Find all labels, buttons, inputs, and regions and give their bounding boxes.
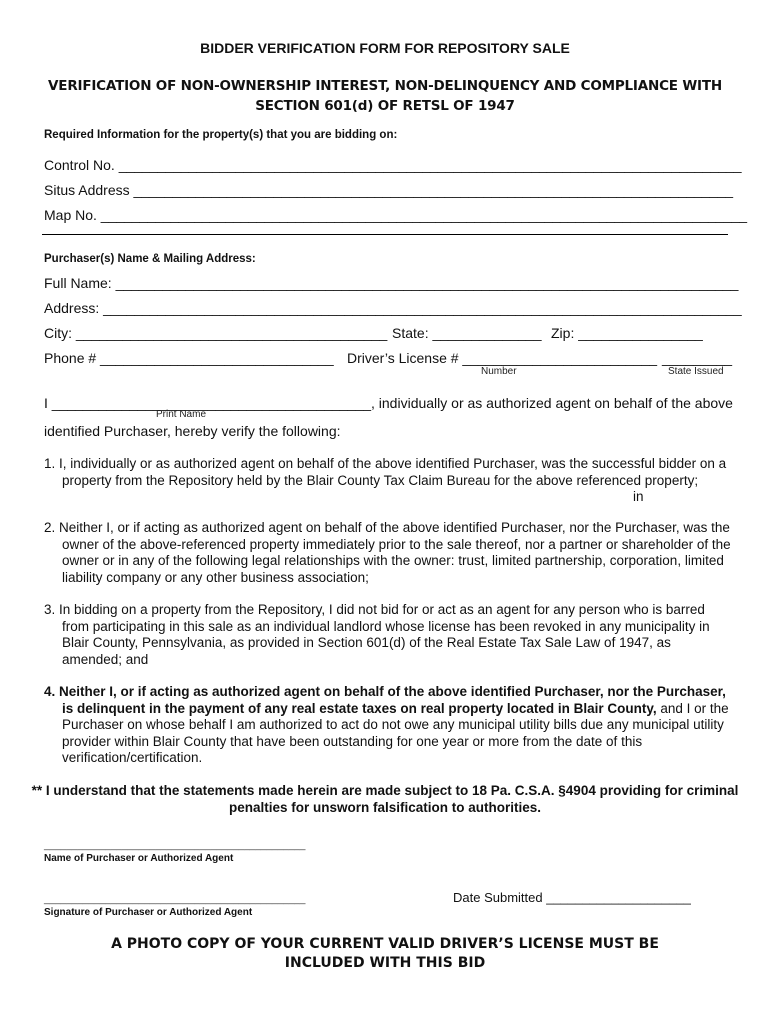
name-of-purchaser-label: Name of Purchaser or Authorized Agent xyxy=(44,853,234,864)
form-subtitle xyxy=(0,76,770,116)
section-divider xyxy=(42,234,728,235)
verify-name-line[interactable]: I _________________________________________, individually or as authorized agent on behalf of the above xyxy=(44,395,733,411)
full-name-field[interactable]: Full Name: ________________________________________________________________________________ xyxy=(44,275,739,291)
zip-field[interactable]: Zip: ________________ xyxy=(551,325,703,341)
name-signature-line[interactable]: _______________________________________________ xyxy=(44,840,306,851)
map-no-field[interactable]: Map No. ___________________________________________________________________________________ xyxy=(44,207,748,223)
item-2 xyxy=(44,520,734,586)
city-field[interactable]: City: ________________________________________ xyxy=(44,325,388,341)
item-1-text: 1. I, individually or as authorized agent on behalf of the above identified Purchaser, was the successful bidder on a property from the Repository held by the Blair County Tax Claim Bureau for the above referenced property; xyxy=(44,456,727,488)
footer-line-2: INCLUDED WITH THIS BID xyxy=(284,955,486,971)
license-copy-notice xyxy=(0,935,770,973)
item-4-text xyxy=(44,684,734,767)
footer-line-1: A PHOTO COPY OF YOUR CURRENT VALID DRIVER’S LICENSE MUST BE xyxy=(111,936,659,952)
drivers-license-field[interactable]: Driver’s License # _________________________ xyxy=(347,350,658,366)
required-info-heading: Required Information for the property(s) that you are bidding on: xyxy=(44,129,398,141)
item-4 xyxy=(44,684,734,767)
item-1-in: in xyxy=(633,489,644,504)
situs-address-field[interactable]: Situs Address _____________________________________________________________________________ xyxy=(44,182,734,198)
signature-line[interactable]: _______________________________________________ xyxy=(44,894,306,905)
phone-field[interactable]: Phone # ______________________________ xyxy=(44,350,334,366)
subtitle-line-1: VERIFICATION OF NON-OWNERSHIP INTEREST, NON-DELINQUENCY AND COMPLIANCE WITH xyxy=(48,78,722,94)
purchaser-heading: Purchaser(s) Name & Mailing Address: xyxy=(44,253,256,265)
falsification-warning: ** I understand that the statements made herein are made subject to 18 Pa. C.S.A. §4904 providing for criminal penalties for unsworn falsification to authorities. xyxy=(31,783,739,815)
state-issued-label: State Issued xyxy=(668,366,724,377)
item-1 xyxy=(44,456,734,489)
license-state-field[interactable]: _________ xyxy=(662,350,733,366)
state-field[interactable]: State: ______________ xyxy=(392,325,542,341)
item-3-text: 3. In bidding on a property from the Repository, I did not bid for or act as an agent for any person who is barred from participating in this sale as an individual landlord whose license has been revoked in any municipality in Blair County, Pennsylvania, as provided in Section 601(d) of the Real Estate Tax Sale Law of 1947, as amended; and xyxy=(44,602,710,667)
identified-line: identified Purchaser, hereby verify the following: xyxy=(44,423,341,439)
item-3 xyxy=(44,602,734,668)
control-no-field[interactable]: Control No. ________________________________________________________________________________ xyxy=(44,157,742,173)
form-title: BIDDER VERIFICATION FORM FOR REPOSITORY SALE xyxy=(200,40,570,56)
date-submitted-field[interactable]: Date Submitted ____________________ xyxy=(453,890,691,905)
item-4-rest: and I or the Purchaser on whose behalf I am authorized to act do not owe any municipal utility bills due any municipal utility provider within Blair County that have been outstanding for one year or more from the date of this verification/certification. xyxy=(62,700,729,765)
print-name-label: Print Name xyxy=(156,409,207,420)
item-4-bold: 4. Neither I, or if acting as authorized agent on behalf of the above identified Purchaser, nor the Purchaser, is delinquent in the payment of any real estate taxes on real property located in Blair County, xyxy=(44,684,726,716)
number-label: Number xyxy=(481,366,517,377)
item-2-text: 2. Neither I, or if acting as authorized agent on behalf of the above identified Purchaser, nor the Purchaser, was the owner of the above-referenced property immediately prior to the sale thereof, nor a partner or shareholder of the owner or in any of the following legal relationships with the owner: trust, limited partnership, corporation, limited liability company or any other business association; xyxy=(44,520,731,585)
subtitle-line-2: SECTION 601(d) OF RETSL OF 1947 xyxy=(255,98,515,114)
signature-label: Signature of Purchaser or Authorized Agent xyxy=(44,907,253,918)
address-field[interactable]: Address: __________________________________________________________________________________ xyxy=(44,300,742,316)
